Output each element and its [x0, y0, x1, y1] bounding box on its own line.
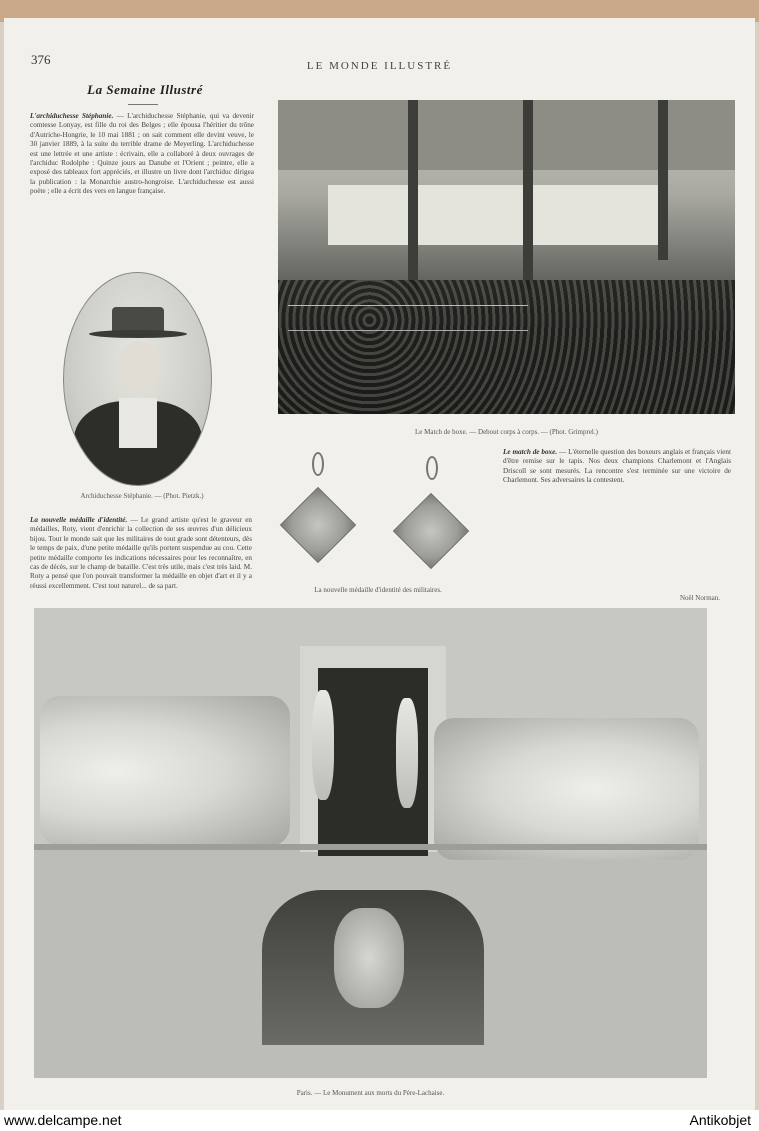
- boxe-body: — L'éternelle question des boxeurs anglais et français vient d'être remise sur le tapis. Nos deux champions Charlemont et l'Anglais Driscoll se sont mesurés. La rencontre s'est terminée sur une victoire de Charlemont. Ses adversaires la contestent.: [503, 448, 731, 485]
- medal-ring-right: [426, 456, 438, 480]
- watermark-bar: [0, 1110, 759, 1131]
- archduchess-portrait: [63, 272, 212, 486]
- page-number: 376: [31, 52, 51, 67]
- medaille-heading: La nouvelle médaille d'identité.: [30, 516, 128, 524]
- stephanie-article: [30, 112, 254, 262]
- boxing-photo-caption: Le Match de boxe. — Debout corps à corps. — (Phot. Grimprel.): [415, 428, 598, 436]
- masthead: LE MONDE ILLUSTRÉ: [306, 60, 453, 72]
- stephanie-body: — L'archiduchesse Stéphanie, qui va devenir comtesse Lonyay, est fille du roi des Belges ; elle épousa l'héritier du trône d'Autriche-Hongrie, le 10 mai 1881 ; on sait comment elle devint veuve, le 30 janvier 1889, à la suite du terrible drame de Meyerling. L'archiduchesse est une lettrée et une artiste : écrivain, elle a collaboré à deux ouvrages de l'archiduc Rodolphe : Quinze jours au Danube et l'Orient ; peintre, elle a exposé des tableaux fort appréciés, et illustre un livre dont l'archiduc dirigea la publication : la Monarchie austro-hongroise. L'archiduchesse est aussi poète ; elle a écrit des vers en langue française.: [30, 112, 254, 196]
- medal-ring-left: [312, 452, 324, 476]
- watermark-left: www.delcampe.net: [4, 1112, 122, 1128]
- monument-caption: Paris. — Le Monument aux morts du Père-Lachaise.: [296, 1089, 445, 1097]
- medaille-body: — Le grand artiste qu'est le graveur en médailles, Roty, vient d'enrichir la collection de ses œuvres d'un délicieux bijou. Tout le monde sait que les militaires de tout grade sont détenteurs, dès le temps de paix, d'une petite médaille qu'ils portent suspendue au cou. Cette petite médaille comporte les indications nécessaires pour les reconnaître, en cas de décès, sur le champ de bataille. C'est très utile, mais c'est très laid. M. Roty a pensé que l'on pouvait transformer la médaille en objet d'art et il y a réussi excellemment. C'est tout naturel... de sa part.: [30, 516, 252, 590]
- medals-caption: La nouvelle médaille d'identité des militaires.: [314, 586, 442, 594]
- medaille-article: [30, 516, 252, 591]
- title-rule: [128, 104, 158, 105]
- stephanie-heading: L'archiduchesse Stéphanie.: [30, 112, 114, 120]
- boxe-heading: Le match de boxe.: [503, 448, 558, 456]
- portrait-caption: Archiduchesse Stéphanie. — (Phot. Pietzk.): [80, 492, 204, 500]
- section-title: La Semaine Illustré: [87, 82, 203, 97]
- monument-photo: [34, 608, 707, 1078]
- boxing-match-photo: [278, 100, 735, 414]
- watermark-right: Antikobjet: [689, 1112, 751, 1128]
- boxe-column: [503, 448, 731, 588]
- article-signature: Noël Norman.: [679, 594, 720, 602]
